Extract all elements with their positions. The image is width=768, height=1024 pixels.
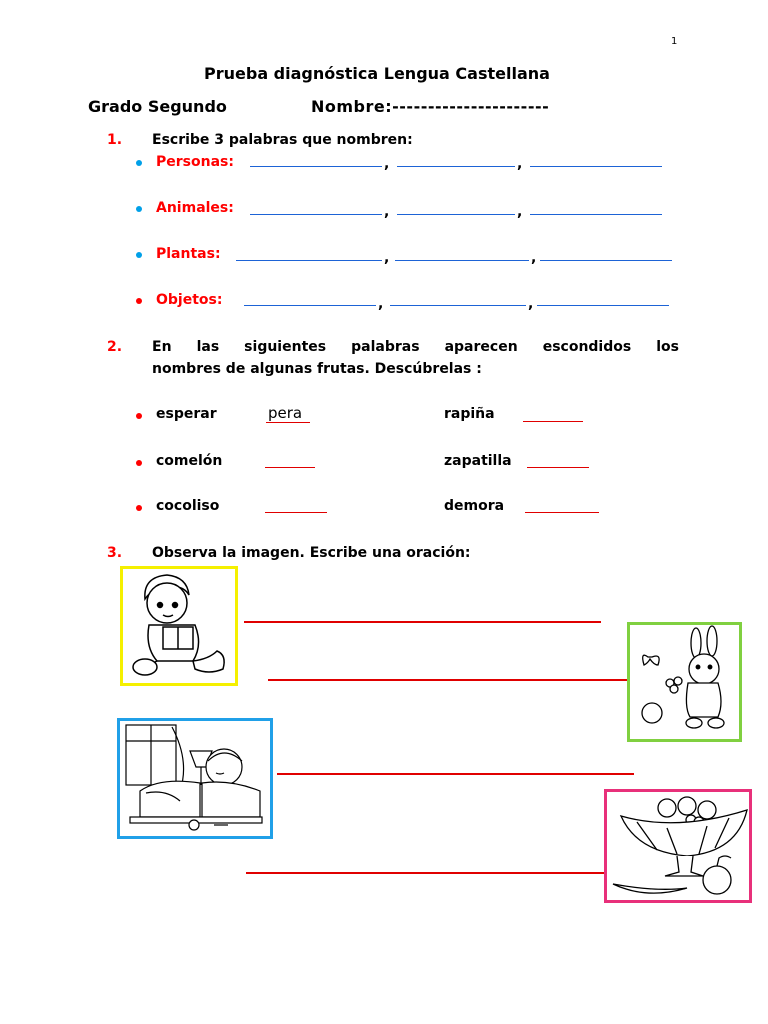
example-answer: pera [268, 404, 303, 422]
answer-line[interactable] [530, 166, 662, 167]
q1-item-personas: Personas: [156, 154, 234, 170]
q2-word-comelon: comelón [156, 453, 223, 469]
q2-word-zapatilla: zapatilla [444, 453, 512, 469]
sentence-line[interactable] [277, 773, 634, 775]
boy-reading-image [120, 566, 238, 686]
boy-reading-icon [123, 569, 235, 683]
rabbit-butterfly-icon [630, 625, 739, 739]
page-title: Prueba diagnóstica Lengua Castellana [204, 64, 550, 83]
answer-line[interactable] [525, 512, 599, 513]
q2-word-rapina: rapiña [444, 406, 495, 422]
answer-line[interactable] [397, 166, 515, 167]
q2-prompt-line1: En las siguientes palabras aparecen escondidos los [152, 339, 679, 355]
bullet-icon [136, 298, 142, 304]
answer-line[interactable] [390, 305, 526, 306]
answer-line[interactable] [540, 260, 672, 261]
answer-line[interactable] [527, 467, 589, 468]
q1-prompt: Escribe 3 palabras que nombren: [152, 132, 413, 148]
rabbit-image [627, 622, 742, 742]
q2-prompt-line2: nombres de algunas frutas. Descúbrelas : [152, 361, 482, 377]
fruit-bowl-icon [607, 792, 749, 900]
q2-number: 2. [107, 339, 123, 355]
answer-line[interactable] [250, 166, 382, 167]
answer-line[interactable] [395, 260, 529, 261]
q3-number: 3. [107, 545, 123, 561]
bullet-icon [136, 460, 142, 466]
answer-line[interactable] [265, 512, 327, 513]
bullet-icon [136, 505, 142, 511]
answer-line[interactable] [244, 305, 376, 306]
q1-item-plantas: Plantas: [156, 246, 221, 262]
answer-line[interactable] [530, 214, 662, 215]
page-number: 1 [671, 36, 678, 47]
answer-line [266, 422, 310, 423]
bullet-icon [136, 160, 142, 166]
sentence-line[interactable] [244, 621, 601, 623]
q1-item-objetos: Objetos: [156, 292, 223, 308]
girl-sleeping-icon [120, 721, 270, 836]
answer-line[interactable] [250, 214, 382, 215]
bullet-icon [136, 413, 142, 419]
bullet-icon [136, 252, 142, 258]
sleeping-girl-image [117, 718, 273, 839]
q1-number: 1. [107, 132, 123, 148]
grade-label: Grado Segundo [88, 97, 227, 116]
answer-line[interactable] [523, 421, 583, 422]
answer-line[interactable] [236, 260, 382, 261]
bullet-icon [136, 206, 142, 212]
q1-item-animales: Animales: [156, 200, 234, 216]
sentence-line[interactable] [246, 872, 604, 874]
answer-line[interactable] [537, 305, 669, 306]
fruit-bowl-image [604, 789, 752, 903]
sentence-line[interactable] [268, 679, 628, 681]
q2-word-demora: demora [444, 498, 505, 514]
q2-word-esperar: esperar [156, 406, 217, 422]
q2-word-cocoliso: cocoliso [156, 498, 220, 514]
answer-line[interactable] [397, 214, 515, 215]
q3-prompt: Observa la imagen. Escribe una oración: [152, 545, 471, 561]
answer-line[interactable] [265, 467, 315, 468]
name-field[interactable]: Nombre:---------------------- [311, 97, 550, 116]
